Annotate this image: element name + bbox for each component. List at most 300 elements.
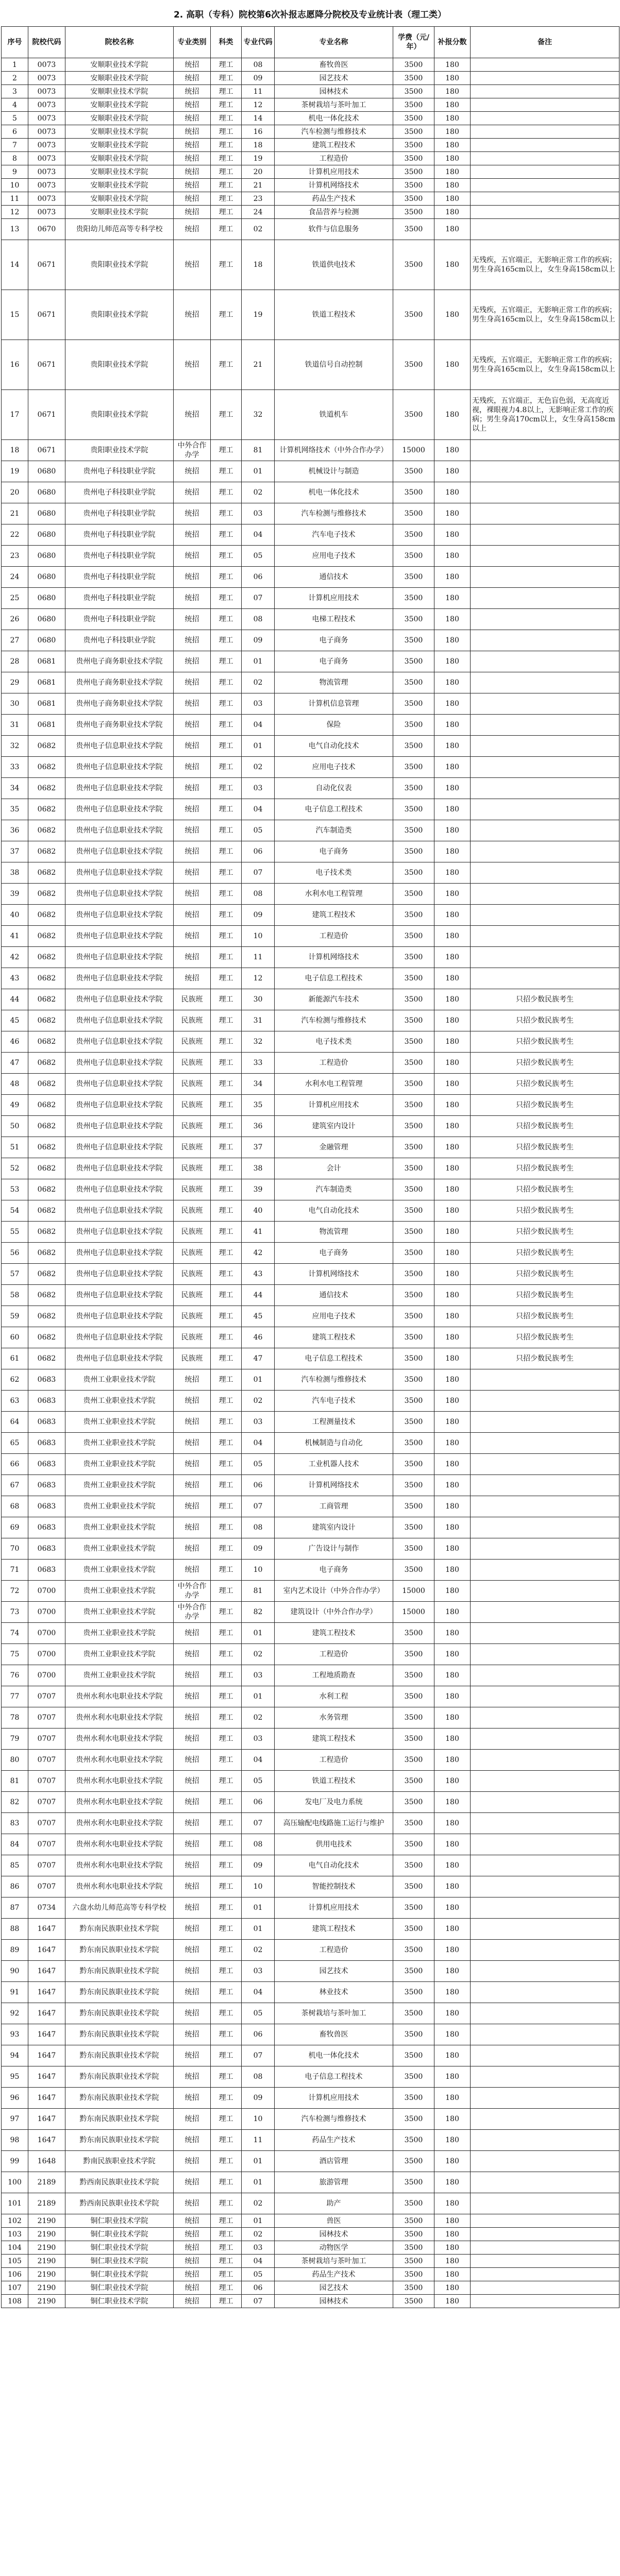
cell-fee: 3500 (393, 112, 434, 125)
cell-category: 民族班 (174, 1243, 211, 1264)
cell-major-name: 电子商务 (275, 630, 393, 651)
table-row (2, 1475, 619, 1496)
cell-category: 统招 (174, 58, 211, 72)
cell-score: 180 (434, 72, 471, 85)
table-row (2, 240, 619, 290)
cell-school-code: 0680 (28, 503, 65, 524)
cell-school-code: 0734 (28, 1897, 65, 1919)
cell-major-code: 05 (242, 2268, 275, 2281)
cell-school-name: 贵州电子科技职业学院 (65, 461, 174, 482)
cell-note: 只招少数民族考生 (471, 1222, 619, 1243)
cell-score: 180 (434, 2151, 471, 2172)
cell-subject: 理工 (211, 2241, 242, 2255)
table-row (2, 58, 619, 72)
table-row (2, 1919, 619, 1940)
cell-school-code: 0681 (28, 693, 65, 715)
cell-no: 108 (2, 2295, 28, 2308)
cell-score: 180 (434, 1897, 471, 1919)
cell-subject: 理工 (211, 1686, 242, 1707)
cell-major-code: 20 (242, 165, 275, 179)
cell-major-code: 03 (242, 1412, 275, 1433)
cell-score: 180 (434, 630, 471, 651)
cell-subject: 理工 (211, 1560, 242, 1581)
table-row (2, 630, 619, 651)
cell-major-name: 汽车电子技术 (275, 1391, 393, 1412)
cell-score: 180 (434, 2130, 471, 2151)
cell-no: 100 (2, 2172, 28, 2193)
cell-category: 民族班 (174, 1200, 211, 1222)
cell-school-code: 1647 (28, 2024, 65, 2045)
cell-major-name: 通信技术 (275, 567, 393, 588)
cell-subject: 理工 (211, 98, 242, 112)
cell-major-name: 新能源汽车技术 (275, 989, 393, 1010)
cell-note: 只招少数民族考生 (471, 1158, 619, 1179)
cell-school-code: 0707 (28, 1876, 65, 1897)
cell-note (471, 1665, 619, 1686)
cell-category: 统招 (174, 206, 211, 219)
table-row (2, 1538, 619, 1560)
cell-category: 统招 (174, 2045, 211, 2066)
cell-note: 只招少数民族考生 (471, 1243, 619, 1264)
cell-fee: 3500 (393, 1686, 434, 1707)
table-row (2, 2228, 619, 2241)
cell-category: 统招 (174, 884, 211, 905)
cell-no: 88 (2, 1919, 28, 1940)
cell-category: 民族班 (174, 1116, 211, 1137)
cell-major-name: 智能控制技术 (275, 1876, 393, 1897)
cell-school-name: 黔东南民族职业技术学院 (65, 2066, 174, 2088)
table-row (2, 482, 619, 503)
cell-subject: 理工 (211, 2268, 242, 2281)
cell-score: 180 (434, 179, 471, 192)
cell-subject: 理工 (211, 440, 242, 461)
cell-school-name: 安顺职业技术学院 (65, 192, 174, 206)
cell-no: 48 (2, 1074, 28, 1095)
cell-school-code: 0682 (28, 968, 65, 989)
cell-school-code: 0707 (28, 1686, 65, 1707)
cell-no: 93 (2, 2024, 28, 2045)
cell-category: 统招 (174, 1813, 211, 1834)
cell-note (471, 1581, 619, 1602)
cell-major-name: 工商管理 (275, 1496, 393, 1517)
cell-school-name: 贵州电子信息职业技术学院 (65, 1074, 174, 1095)
table-row (2, 1179, 619, 1200)
cell-major-name: 建筑工程技术 (275, 139, 393, 152)
cell-major-name: 高压输配电线路施工运行与维护 (275, 1813, 393, 1834)
cell-major-code: 03 (242, 503, 275, 524)
cell-note (471, 1750, 619, 1771)
cell-school-code: 0682 (28, 1243, 65, 1264)
cell-school-name: 贵州电子信息职业技术学院 (65, 947, 174, 968)
cell-note (471, 778, 619, 799)
cell-score: 180 (434, 112, 471, 125)
cell-major-name: 食品营养与检测 (275, 206, 393, 219)
cell-subject: 理工 (211, 1095, 242, 1116)
cell-score: 180 (434, 98, 471, 112)
cell-category: 统招 (174, 715, 211, 736)
cell-fee: 3500 (393, 390, 434, 440)
cell-no: 26 (2, 609, 28, 630)
cell-subject: 理工 (211, 1179, 242, 1200)
cell-school-name: 黔东南民族职业技术学院 (65, 1961, 174, 1982)
cell-category: 统招 (174, 2066, 211, 2088)
cell-school-name: 安顺职业技术学院 (65, 179, 174, 192)
cell-major-code: 05 (242, 1771, 275, 1792)
cell-category: 统招 (174, 2295, 211, 2308)
cell-major-code: 09 (242, 905, 275, 926)
cell-major-code: 04 (242, 1982, 275, 2003)
col-header-no: 序号 (2, 27, 28, 58)
cell-school-name: 贵州水利水电职业技术学院 (65, 1855, 174, 1876)
cell-major-code: 04 (242, 2255, 275, 2268)
cell-no: 96 (2, 2088, 28, 2109)
cell-major-name: 电子商务 (275, 651, 393, 672)
cell-fee: 3500 (393, 1179, 434, 1200)
cell-fee: 3500 (393, 862, 434, 884)
cell-no: 106 (2, 2268, 28, 2281)
table-row (2, 1686, 619, 1707)
cell-school-code: 0682 (28, 947, 65, 968)
cell-subject: 理工 (211, 672, 242, 693)
cell-major-name: 工程造价 (275, 152, 393, 165)
cell-note (471, 1897, 619, 1919)
cell-note: 只招少数民族考生 (471, 1137, 619, 1158)
table-row (2, 461, 619, 482)
table-row (2, 609, 619, 630)
cell-fee: 3500 (393, 609, 434, 630)
cell-score: 180 (434, 1264, 471, 1285)
cell-note (471, 947, 619, 968)
cell-fee: 3500 (393, 1391, 434, 1412)
cell-no: 31 (2, 715, 28, 736)
table-row (2, 2003, 619, 2024)
cell-major-code: 33 (242, 1053, 275, 1074)
cell-fee: 3500 (393, 1792, 434, 1813)
cell-score: 180 (434, 1496, 471, 1517)
cell-fee: 3500 (393, 905, 434, 926)
cell-score: 180 (434, 192, 471, 206)
cell-note (471, 165, 619, 179)
cell-category: 民族班 (174, 1010, 211, 1031)
table-row (2, 72, 619, 85)
cell-subject: 理工 (211, 2214, 242, 2228)
cell-major-name: 电子信息工程技术 (275, 799, 393, 820)
cell-category: 统招 (174, 609, 211, 630)
table-row (2, 1306, 619, 1327)
cell-subject: 理工 (211, 290, 242, 340)
table-row (2, 1581, 619, 1602)
cell-no: 55 (2, 1222, 28, 1243)
cell-note: 只招少数民族考生 (471, 1053, 619, 1074)
table-row (2, 1200, 619, 1222)
cell-no: 84 (2, 1834, 28, 1855)
cell-major-name: 工程造价 (275, 1750, 393, 1771)
table-row (2, 440, 619, 461)
cell-major-name: 汽车检测与维修技术 (275, 1010, 393, 1031)
cell-school-name: 贵州工业职业技术学院 (65, 1644, 174, 1665)
cell-major-name: 水利工程 (275, 1686, 393, 1707)
cell-major-code: 02 (242, 2193, 275, 2214)
table-row (2, 820, 619, 841)
cell-major-name: 计算机网络技术 (275, 1475, 393, 1496)
cell-note (471, 1919, 619, 1940)
table-row (2, 1243, 619, 1264)
cell-major-name: 电子信息工程技术 (275, 968, 393, 989)
cell-subject: 理工 (211, 125, 242, 139)
cell-school-code: 2190 (28, 2295, 65, 2308)
cell-note (471, 1961, 619, 1982)
cell-subject: 理工 (211, 340, 242, 390)
cell-major-code: 02 (242, 219, 275, 240)
cell-major-name: 建筑设计（中外合作办学） (275, 1602, 393, 1623)
cell-no: 58 (2, 1285, 28, 1306)
cell-school-code: 0700 (28, 1644, 65, 1665)
table-row (2, 98, 619, 112)
cell-score: 180 (434, 1412, 471, 1433)
cell-major-code: 02 (242, 1707, 275, 1728)
cell-school-name: 贵州电子信息职业技术学院 (65, 799, 174, 820)
cell-subject: 理工 (211, 2281, 242, 2295)
cell-subject: 理工 (211, 1919, 242, 1940)
cell-no: 70 (2, 1538, 28, 1560)
cell-no: 46 (2, 1031, 28, 1053)
table-row (2, 524, 619, 546)
cell-no: 49 (2, 1095, 28, 1116)
cell-score: 180 (434, 2255, 471, 2268)
cell-subject: 理工 (211, 2003, 242, 2024)
cell-score: 180 (434, 1750, 471, 1771)
cell-fee: 3500 (393, 1137, 434, 1158)
cell-major-name: 电气自动化技术 (275, 1855, 393, 1876)
cell-score: 180 (434, 1285, 471, 1306)
cell-subject: 理工 (211, 2151, 242, 2172)
cell-score: 180 (434, 2268, 471, 2281)
cell-category: 统招 (174, 139, 211, 152)
cell-subject: 理工 (211, 715, 242, 736)
cell-major-code: 04 (242, 1433, 275, 1454)
cell-fee: 3500 (393, 2241, 434, 2255)
table-row (2, 1602, 619, 1623)
cell-note (471, 2003, 619, 2024)
cell-score: 180 (434, 693, 471, 715)
cell-subject: 理工 (211, 1391, 242, 1412)
cell-category: 民族班 (174, 989, 211, 1010)
cell-school-code: 0682 (28, 1348, 65, 1369)
cell-category: 统招 (174, 1665, 211, 1686)
cell-note (471, 926, 619, 947)
cell-no: 43 (2, 968, 28, 989)
cell-school-code: 0670 (28, 219, 65, 240)
cell-subject: 理工 (211, 390, 242, 440)
cell-score: 180 (434, 1581, 471, 1602)
table-row (2, 588, 619, 609)
cell-school-name: 贵州电子信息职业技术学院 (65, 926, 174, 947)
table-row (2, 651, 619, 672)
cell-category: 统招 (174, 820, 211, 841)
cell-major-name: 计算机信息管理 (275, 693, 393, 715)
cell-fee: 3500 (393, 2214, 434, 2228)
cell-fee: 3500 (393, 179, 434, 192)
cell-major-name: 电子信息工程技术 (275, 1348, 393, 1369)
cell-school-name: 安顺职业技术学院 (65, 139, 174, 152)
cell-note (471, 820, 619, 841)
cell-major-code: 09 (242, 1538, 275, 1560)
cell-subject: 理工 (211, 2088, 242, 2109)
cell-major-name: 酒店管理 (275, 2151, 393, 2172)
cell-category: 统招 (174, 2088, 211, 2109)
table-row (2, 1665, 619, 1686)
table-row (2, 1834, 619, 1855)
table-row (2, 2172, 619, 2193)
cell-major-name: 计算机应用技术 (275, 588, 393, 609)
cell-no: 54 (2, 1200, 28, 1222)
cell-subject: 理工 (211, 1306, 242, 1327)
cell-major-code: 14 (242, 112, 275, 125)
cell-school-code: 0073 (28, 179, 65, 192)
cell-score: 180 (434, 1813, 471, 1834)
cell-fee: 3500 (393, 2295, 434, 2308)
table-row (2, 693, 619, 715)
cell-fee: 15000 (393, 1602, 434, 1623)
cell-major-code: 08 (242, 58, 275, 72)
cell-fee: 3500 (393, 1306, 434, 1327)
cell-school-name: 黔东南民族职业技术学院 (65, 2045, 174, 2066)
cell-school-code: 0683 (28, 1391, 65, 1412)
cell-category: 民族班 (174, 1053, 211, 1074)
cell-major-code: 32 (242, 390, 275, 440)
cell-subject: 理工 (211, 1982, 242, 2003)
cell-school-code: 0073 (28, 206, 65, 219)
cell-school-code: 2189 (28, 2172, 65, 2193)
cell-major-code: 44 (242, 1285, 275, 1306)
cell-subject: 理工 (211, 1285, 242, 1306)
cell-major-code: 11 (242, 85, 275, 98)
cell-major-name: 电子商务 (275, 1243, 393, 1264)
cell-category: 统招 (174, 968, 211, 989)
table-row (2, 1391, 619, 1412)
cell-school-name: 贵州电子信息职业技术学院 (65, 1031, 174, 1053)
table-row (2, 1348, 619, 1369)
cell-category: 统招 (174, 862, 211, 884)
cell-school-code: 0682 (28, 778, 65, 799)
cell-subject: 理工 (211, 820, 242, 841)
cell-subject: 理工 (211, 2066, 242, 2088)
cell-major-code: 21 (242, 340, 275, 390)
table-row (2, 1707, 619, 1728)
cell-category: 统招 (174, 651, 211, 672)
table-row (2, 1116, 619, 1137)
cell-no: 107 (2, 2281, 28, 2295)
cell-major-name: 工业机器人技术 (275, 1454, 393, 1475)
cell-subject: 理工 (211, 1074, 242, 1095)
cell-subject: 理工 (211, 524, 242, 546)
cell-major-name: 通信技术 (275, 1285, 393, 1306)
cell-subject: 理工 (211, 1243, 242, 1264)
cell-subject: 理工 (211, 1031, 242, 1053)
cell-school-name: 贵州工业职业技术学院 (65, 1602, 174, 1623)
cell-major-name: 物流管理 (275, 1222, 393, 1243)
cell-major-name: 机械设计与制造 (275, 461, 393, 482)
cell-note (471, 968, 619, 989)
cell-major-name: 铁道机车 (275, 390, 393, 440)
cell-major-code: 09 (242, 1855, 275, 1876)
cell-major-code: 01 (242, 461, 275, 482)
cell-subject: 理工 (211, 1728, 242, 1750)
cell-score: 180 (434, 1179, 471, 1200)
cell-major-code: 05 (242, 2003, 275, 2024)
cell-major-code: 06 (242, 1792, 275, 1813)
cell-score: 180 (434, 1137, 471, 1158)
cell-major-name: 应用电子技术 (275, 1306, 393, 1327)
cell-major-code: 08 (242, 1517, 275, 1538)
cell-score: 180 (434, 152, 471, 165)
cell-fee: 3500 (393, 2088, 434, 2109)
cell-school-code: 0683 (28, 1454, 65, 1475)
cell-fee: 3500 (393, 2130, 434, 2151)
cell-school-name: 黔东南民族职业技术学院 (65, 2130, 174, 2151)
cell-subject: 理工 (211, 1623, 242, 1644)
cell-category: 中外合作办学 (174, 1581, 211, 1602)
cell-score: 180 (434, 2024, 471, 2045)
cell-major-code: 06 (242, 841, 275, 862)
cell-note (471, 630, 619, 651)
cell-major-code: 07 (242, 1496, 275, 1517)
cell-major-code: 03 (242, 1961, 275, 1982)
cell-note (471, 672, 619, 693)
table-row (2, 2151, 619, 2172)
cell-school-code: 0682 (28, 1137, 65, 1158)
cell-major-name: 药品生产技术 (275, 192, 393, 206)
cell-subject: 理工 (211, 1412, 242, 1433)
cell-major-code: 46 (242, 1327, 275, 1348)
cell-major-code: 01 (242, 1369, 275, 1391)
cell-no: 52 (2, 1158, 28, 1179)
cell-fee: 3500 (393, 1940, 434, 1961)
cell-subject: 理工 (211, 947, 242, 968)
cell-note (471, 736, 619, 757)
cell-score: 180 (434, 1728, 471, 1750)
cell-subject: 理工 (211, 567, 242, 588)
cell-school-code: 1647 (28, 1982, 65, 2003)
cell-category: 统招 (174, 461, 211, 482)
cell-score: 180 (434, 1665, 471, 1686)
cell-fee: 3500 (393, 240, 434, 290)
cell-major-code: 47 (242, 1348, 275, 1369)
cell-no: 57 (2, 1264, 28, 1285)
cell-major-name: 室内艺术设计（中外合作办学） (275, 1581, 393, 1602)
cell-no: 5 (2, 112, 28, 125)
cell-major-name: 计算机应用技术 (275, 1095, 393, 1116)
cell-fee: 3500 (393, 2193, 434, 2214)
cell-major-name: 畜牧兽医 (275, 2024, 393, 2045)
cell-score: 180 (434, 1433, 471, 1454)
table-row (2, 1454, 619, 1475)
cell-note (471, 2241, 619, 2255)
cell-note (471, 503, 619, 524)
table-row (2, 1412, 619, 1433)
cell-major-code: 07 (242, 588, 275, 609)
cell-fee: 3500 (393, 2066, 434, 2088)
cell-fee: 3500 (393, 1369, 434, 1391)
table-row (2, 1623, 619, 1644)
cell-category: 统招 (174, 1855, 211, 1876)
cell-major-code: 10 (242, 1560, 275, 1581)
cell-subject: 理工 (211, 778, 242, 799)
cell-major-code: 10 (242, 926, 275, 947)
cell-fee: 3500 (393, 85, 434, 98)
cell-category: 统招 (174, 1412, 211, 1433)
cell-major-name: 建筑工程技术 (275, 1623, 393, 1644)
